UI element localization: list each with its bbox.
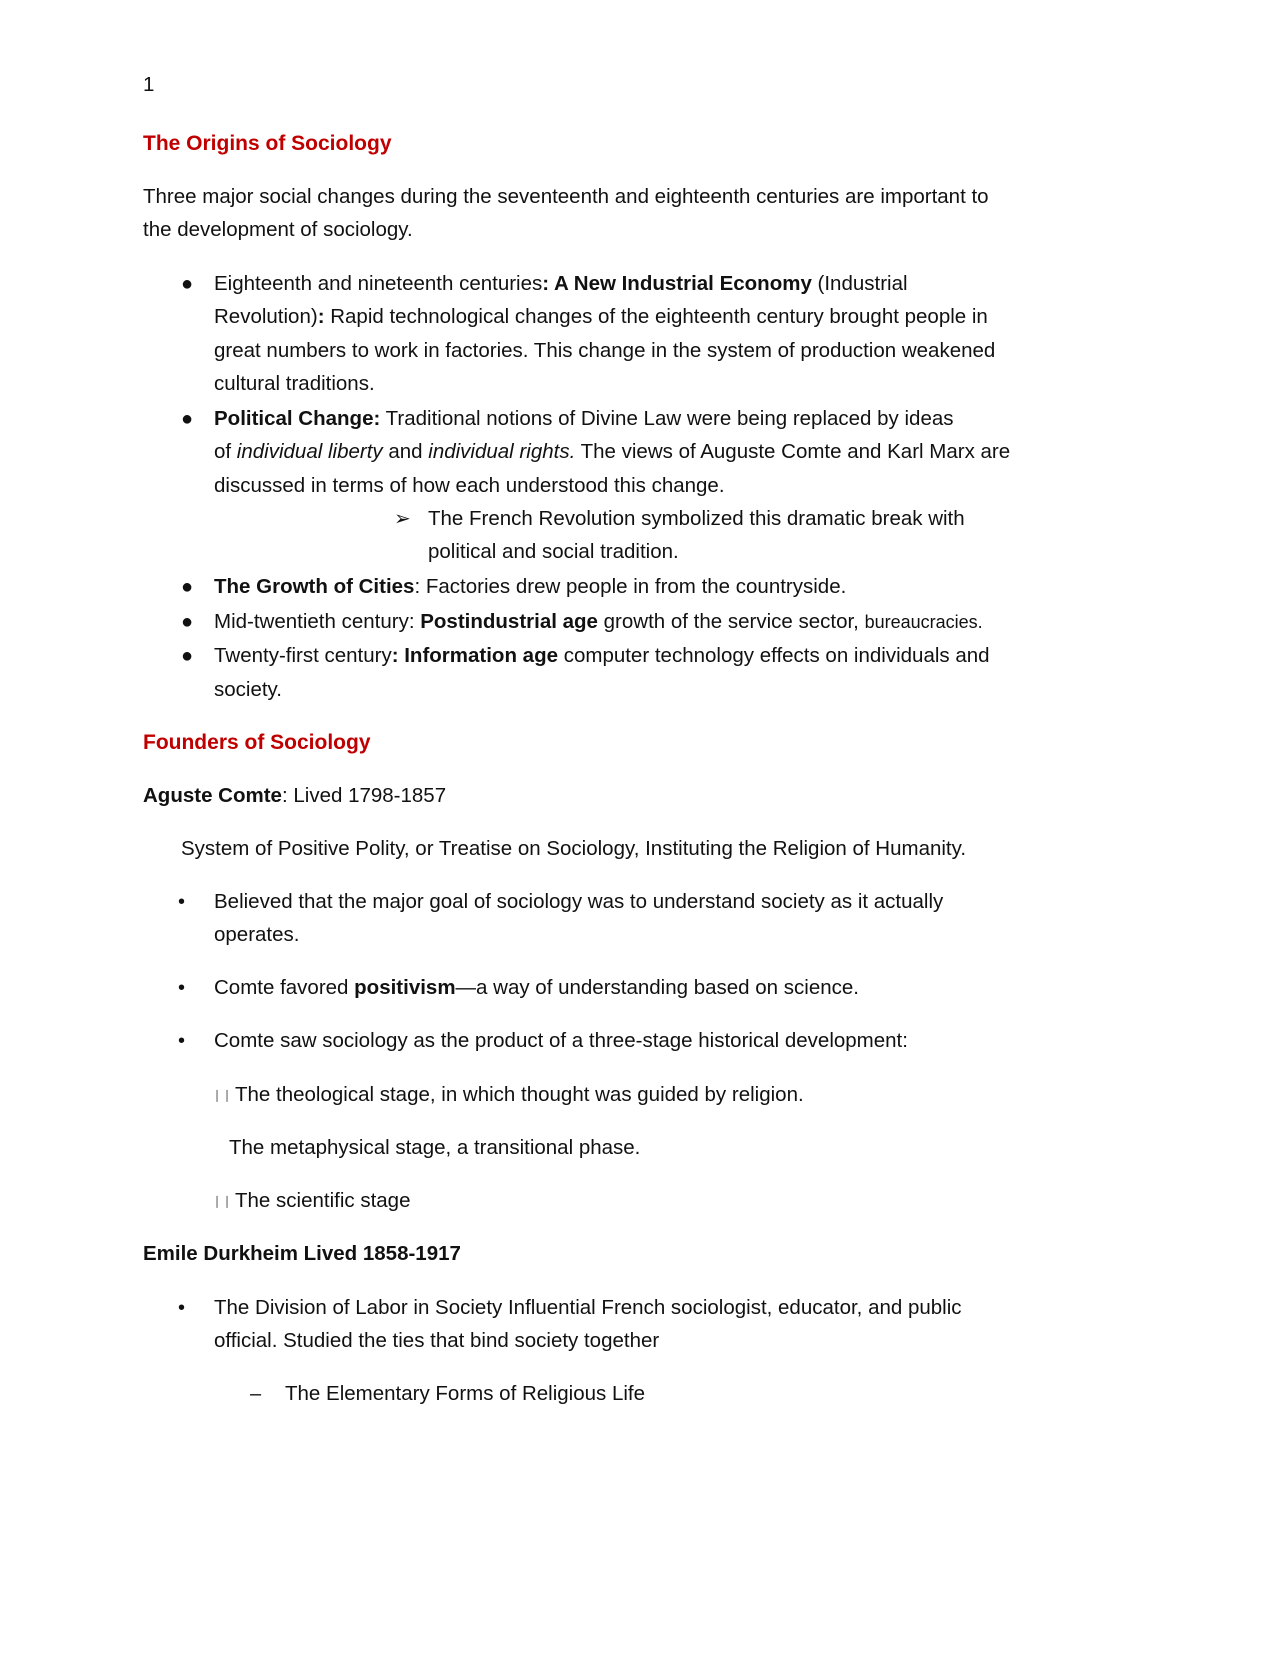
- text: System of Positive Polity, or Treatise on Sociology, Instituting the Religion of Humanity.: [181, 837, 967, 860]
- text-line: [214, 975, 859, 1001]
- bullet-icon: ●: [181, 273, 194, 295]
- text-line: [214, 406, 954, 432]
- text-line: [214, 922, 299, 948]
- text-line: [214, 1328, 659, 1354]
- italic-text: individual liberty: [236, 440, 383, 463]
- text-line: [214, 643, 990, 669]
- text-line: [143, 1241, 461, 1267]
- text-line: [428, 539, 679, 565]
- bold-text: Postindustrial age: [420, 610, 598, 633]
- text-line: [143, 783, 446, 809]
- text-line: [285, 1381, 645, 1407]
- text-line: [143, 217, 413, 243]
- bold-text: Political Change:: [214, 407, 381, 430]
- text-line: [214, 473, 725, 499]
- text-line: [235, 1082, 804, 1108]
- text: and: [382, 440, 429, 463]
- text: Twenty-first century: [214, 644, 392, 667]
- text-line: [229, 1135, 640, 1161]
- text: 1: [143, 73, 155, 96]
- text: great numbers to work in factories. This change in the system of production weakened: [214, 339, 996, 362]
- text: The Division of Labor in Society Influential French sociologist, educator, and public: [214, 1296, 962, 1319]
- text-line: [214, 609, 983, 635]
- text-line: [428, 506, 965, 532]
- bold-text: Aguste Comte: [143, 784, 282, 807]
- text: growth of the service sector,: [597, 610, 865, 633]
- bullet-icon: •: [178, 891, 186, 913]
- text: political and social tradition.: [428, 540, 679, 563]
- bullet-icon: •: [178, 1030, 186, 1052]
- text-line: [214, 574, 846, 600]
- text: Believed that the major goal of sociology was to understand society as it actually: [214, 890, 944, 913]
- text: official. Studied the ties that bind society together: [214, 1329, 660, 1352]
- text: —a way of understanding based on science.: [455, 976, 859, 999]
- text: cultural traditions.: [214, 372, 375, 395]
- text: Revolution): [214, 305, 318, 328]
- text-line: [143, 72, 154, 98]
- section-heading: [143, 131, 392, 157]
- text: bureaucracies.: [864, 612, 983, 632]
- text: discussed in terms of how each understood this change.: [214, 474, 725, 497]
- text: Eighteenth and nineteenth centuries: [214, 272, 543, 295]
- text: Comte favored: [214, 976, 355, 999]
- text: Mid-twentieth century:: [214, 610, 421, 633]
- bullet-icon: ❘❘: [212, 1088, 233, 1102]
- text: of: [214, 440, 237, 463]
- text-line: [214, 338, 995, 364]
- bullet-icon: ❘❘: [212, 1194, 233, 1208]
- text: computer technology effects on individuals and: [558, 644, 990, 667]
- text: The French Revolution symbolized this dramatic break with: [428, 507, 965, 530]
- bold-text: : Information age: [391, 644, 559, 667]
- text-line: [214, 677, 282, 703]
- bold-text: :: [317, 305, 325, 328]
- text-line: [235, 1188, 410, 1214]
- text: Founders of Sociology: [143, 731, 371, 754]
- bullet-icon: ●: [181, 645, 194, 667]
- text-line: [214, 1295, 962, 1321]
- text-line: [143, 184, 989, 210]
- text-line: [214, 889, 943, 915]
- bold-text: Emile Durkheim Lived 1858-1917: [143, 1242, 461, 1265]
- text-line: [214, 304, 988, 330]
- text: The Elementary Forms of Religious Life: [285, 1382, 646, 1405]
- bullet-icon: ●: [181, 611, 194, 633]
- text-line: [214, 371, 375, 397]
- text: the development of sociology.: [143, 218, 413, 241]
- bold-text: The Growth of Cities: [214, 575, 415, 598]
- text: : Factories drew people in from the countryside.: [414, 575, 847, 598]
- text: operates.: [214, 923, 300, 946]
- text-line: [214, 439, 1010, 465]
- text: Three major social changes during the seventeenth and eighteenth centuries are important to: [143, 185, 989, 208]
- text: : Lived 1798-1857: [281, 784, 447, 807]
- text: Rapid technological changes of the eighteenth century brought people in: [324, 305, 988, 328]
- bullet-icon: ●: [181, 576, 194, 598]
- text-line: [214, 271, 908, 297]
- text: The metaphysical stage, a transitional phase.: [229, 1136, 641, 1159]
- bullet-icon: •: [178, 1297, 186, 1319]
- text-line: [214, 1028, 908, 1054]
- bullet-icon: ➢: [394, 508, 411, 530]
- text: The Origins of Sociology: [143, 132, 392, 155]
- text: Traditional notions of Divine Law were being replaced by ideas: [380, 407, 954, 430]
- bullet-icon: ●: [181, 408, 194, 430]
- text: The scientific stage: [235, 1189, 411, 1212]
- text: The theological stage, in which thought was guided by religion.: [235, 1083, 804, 1106]
- text: The views of Auguste Comte and Karl Marx are: [575, 440, 1011, 463]
- text: Comte saw sociology as the product of a three-stage historical development:: [214, 1029, 908, 1052]
- text-line: [181, 836, 966, 862]
- section-heading: [143, 730, 371, 756]
- bullet-icon: –: [250, 1383, 262, 1405]
- bold-text: : A New Industrial Economy: [542, 272, 812, 295]
- bullet-icon: •: [178, 977, 186, 999]
- text: society.: [214, 678, 282, 701]
- italic-text: individual rights.: [428, 440, 576, 463]
- text: (Industrial: [811, 272, 908, 295]
- bold-text: positivism: [354, 976, 456, 999]
